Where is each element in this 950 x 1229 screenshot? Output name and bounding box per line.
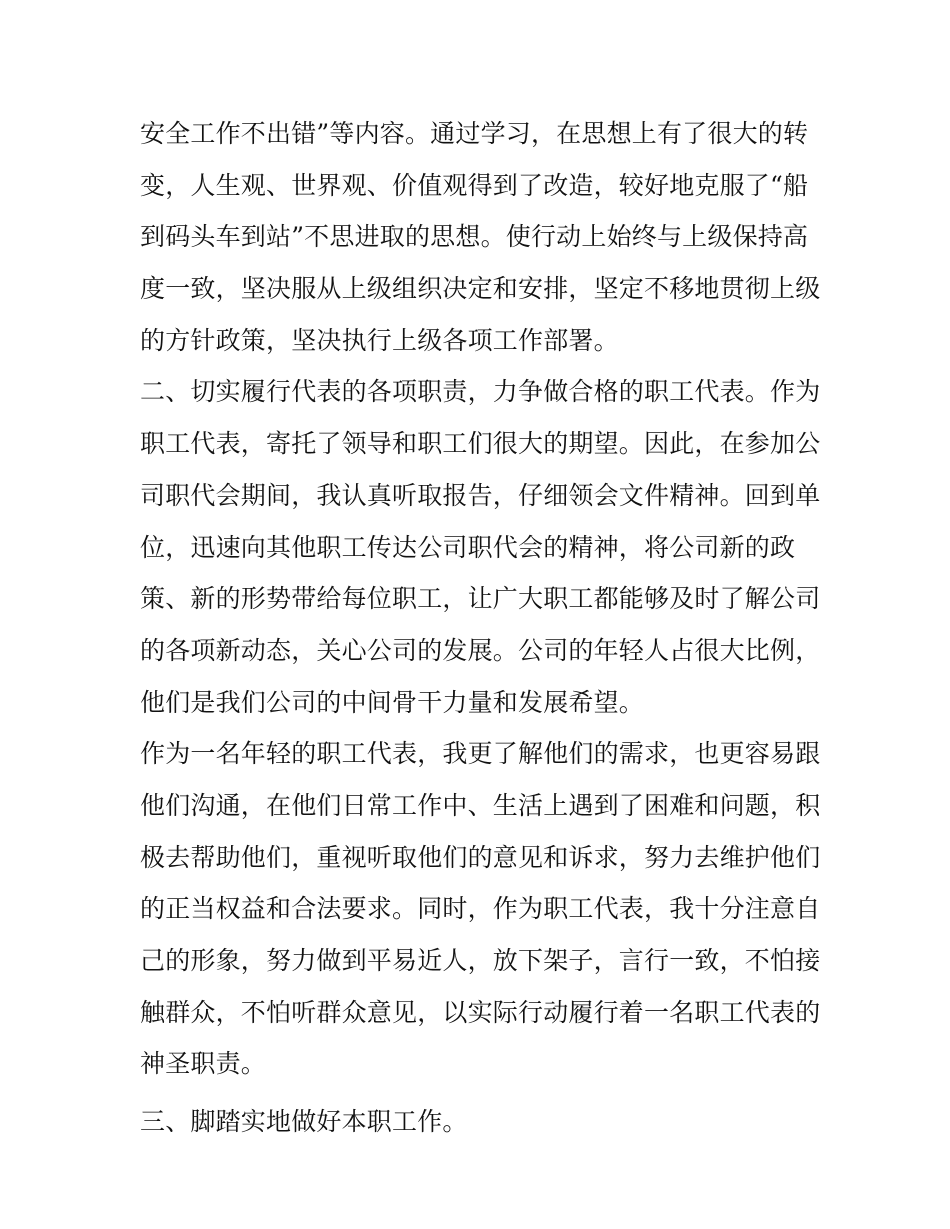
text-line: 安全工作不出错”等内容。通过学习，在思想上有了很大的转 bbox=[140, 119, 809, 148]
text-line: 触群众，不怕听群众意见，以实际行动履行着一名职工代表的 bbox=[140, 997, 821, 1027]
text-line: 司职代会期间，我认真听取报告，仔细领会文件精神。回到单 bbox=[140, 480, 821, 510]
text-line: 极去帮助他们，重视听取他们的意见和诉求，努力去维护他们 bbox=[140, 842, 821, 872]
section-heading: 三、脚踏实地做好本职工作。 bbox=[140, 1107, 468, 1137]
text-line: 的各项新动态，关心公司的发展。公司的年轻人占很大比例， bbox=[140, 635, 821, 665]
text-line: 职工代表，寄托了领导和职工们很大的期望。因此，在参加公 bbox=[140, 429, 821, 459]
text-line: 度一致，坚决服从上级组织决定和安排，坚定不移地贯彻上级 bbox=[140, 274, 821, 304]
text-line: 神圣职责。 bbox=[140, 1049, 267, 1079]
text-line: 到码头车到站”不思进取的思想。使行动上始终与上级保持高 bbox=[140, 222, 809, 252]
text-line: 的方针政策，坚决执行上级各项工作部署。 bbox=[140, 325, 619, 355]
text-line: 位，迅速向其他职工传达公司职代会的精神，将公司新的政 bbox=[140, 532, 796, 562]
text-line: 己的形象，努力做到平易近人，放下架子，言行一致，不怕接 bbox=[140, 946, 821, 975]
text-line: 变，人生观、世界观、价值观得到了改造，较好地克服了“船 bbox=[140, 170, 809, 200]
text-line: 作为一名年轻的职工代表，我更了解他们的需求，也更容易跟 bbox=[140, 739, 821, 769]
text-line: 二、切实履行代表的各项职责，力争做合格的职工代表。作为 bbox=[140, 377, 821, 407]
text-line: 策、新的形势带给每位职工，让广大职工都能够及时了解公司 bbox=[140, 584, 821, 614]
text-line: 的正当权益和合法要求。同时，作为职工代表，我十分注意自 bbox=[140, 894, 821, 924]
text-line: 他们沟通，在他们日常工作中、生活上遇到了困难和问题，积 bbox=[140, 790, 821, 820]
document-body bbox=[140, 108, 820, 1148]
text-line: 他们是我们公司的中间骨干力量和发展希望。 bbox=[140, 687, 645, 717]
